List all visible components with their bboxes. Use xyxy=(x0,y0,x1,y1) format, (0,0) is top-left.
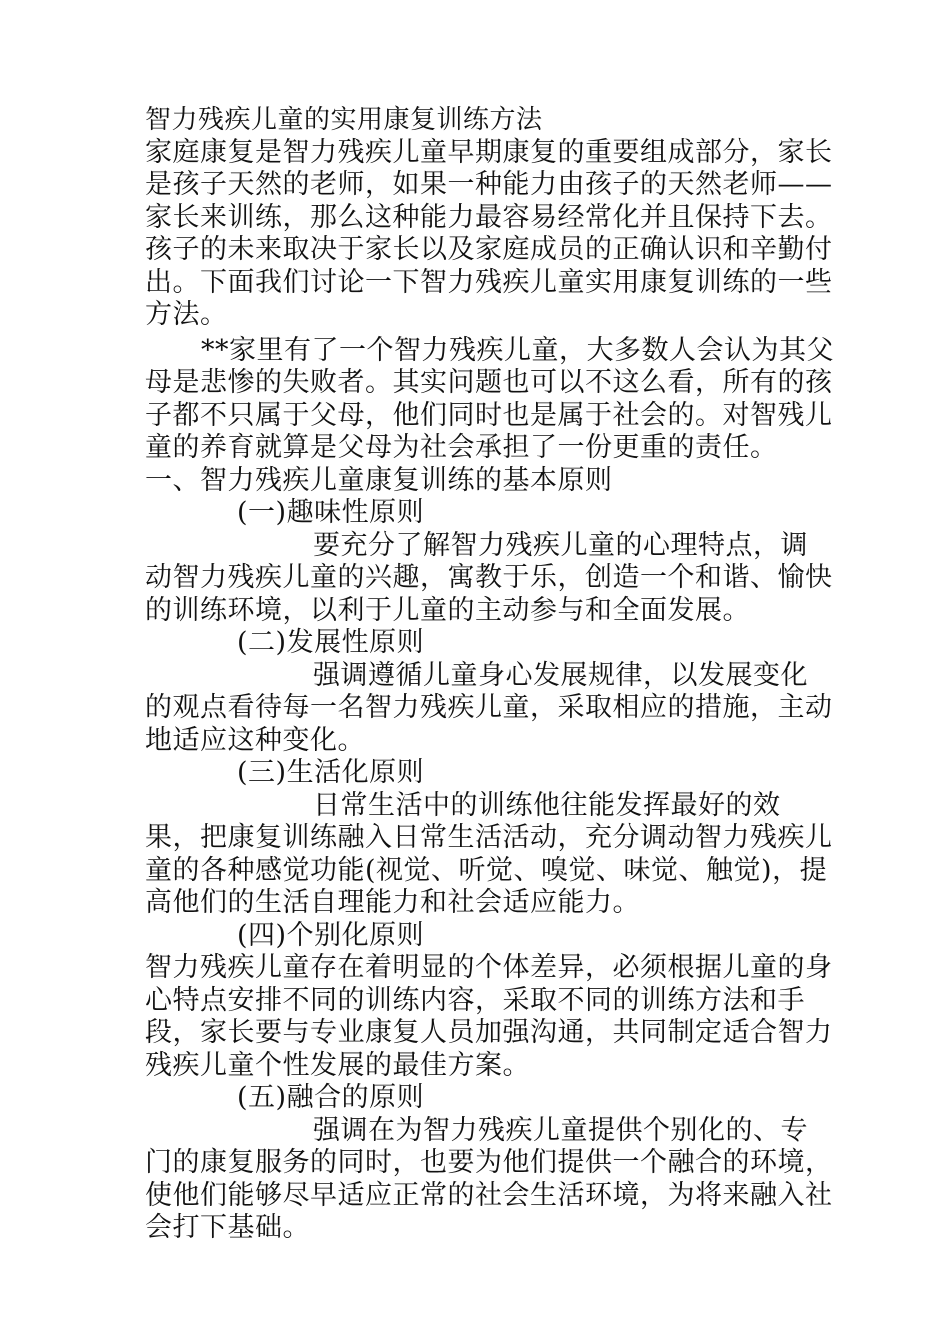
principle-text-5: 强调在为智力残疾儿童提供个别化的、专门的康复服务的同时，也要为他们提供一个融合的环境，使他们能够尽早适应正常的社会生活环境，为将来融入社会打下基础。 xyxy=(145,1114,833,1243)
principle-text-4: 智力残疾儿童存在着明显的个体差异，必须根据儿童的身心特点安排不同的训练内容，采取不同的训练方法和手段，家长要与专业康复人员加强沟通，共同制定适合智力残疾儿童个性发展的最佳方案。 xyxy=(145,952,833,1081)
intro-paragraph: 家庭康复是智力残疾儿童早期康复的重要组成部分，家长是孩子天然的老师，如果一种能力由孩子的天然老师——家长来训练，那么这种能力最容易经常化并且保持下去。孩子的未来取决于家长以及家庭成员的正确认识和辛勤付出。下面我们讨论一下智力残疾儿童实用康复训练的一些方法。 xyxy=(145,136,833,330)
principle-heading-3: (三)生活化原则 xyxy=(237,757,425,788)
principle-heading-4: (四)个别化原则 xyxy=(237,919,425,951)
section-heading-principles: 一、智力残疾儿童康复训练的基本原则 xyxy=(145,464,613,496)
document-title: 智力残疾儿童的实用康复训练方法 xyxy=(145,105,543,135)
principle-text-3: 日常生活中的训练他往能发挥最好的效果，把康复训练融入日常生活活动，充分调动智力残疾儿童的各种感觉功能(视觉、听觉、嗅觉、味觉、触觉)，提高他们的生活自理能力和社会适应能力。 xyxy=(145,789,833,918)
principle-heading-5: (五)融合的原则 xyxy=(237,1082,425,1113)
principle-heading-2: (二)发展性原则 xyxy=(237,627,425,658)
principle-heading-1: (一)趣味性原则 xyxy=(237,497,425,528)
note-paragraph: **家里有了一个智力残疾儿童，大多数人会认为其父母是悲惨的失败者。其实问题也可以不这么看，所有的孩子都不只属于父母，他们同时也是属于社会的。对智残儿童的养育就算是父母为社会承担了一份更重的责任。 xyxy=(145,334,834,463)
document-page xyxy=(145,104,835,1245)
principle-text-1: 要充分了解智力残疾儿童的心理特点，调动智力残疾儿童的兴趣，寓教于乐，创造一个和谐、愉快的训练环境，以利于儿童的主动参与和全面发展。 xyxy=(145,529,833,626)
principle-text-2: 强调遵循儿童身心发展规律，以发展变化的观点看待每一名智力残疾儿童，采取相应的措施，主动地适应这种变化。 xyxy=(145,659,833,756)
